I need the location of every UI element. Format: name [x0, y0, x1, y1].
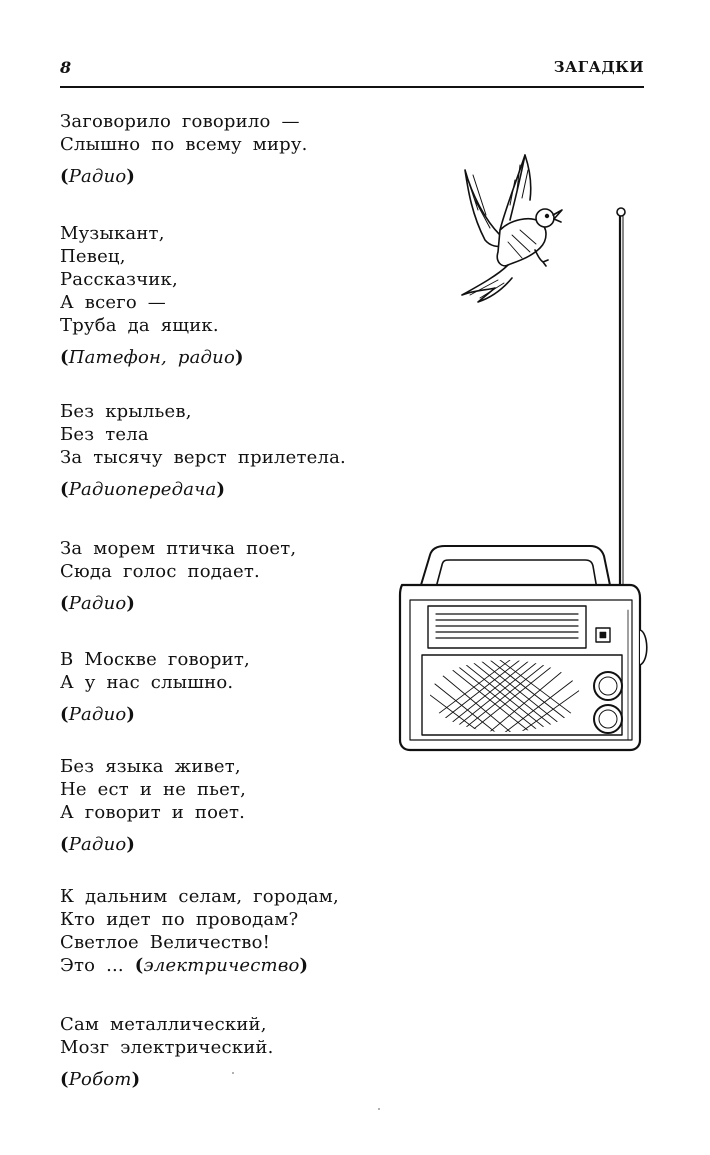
- riddle-answer: (Патефон, радио): [60, 347, 244, 368]
- riddle-answer: (Радио): [60, 593, 136, 614]
- riddle-line: За морем птичка поет,: [60, 538, 297, 559]
- riddle: [60, 885, 420, 977]
- riddle-line: Без тела: [60, 424, 149, 445]
- section-title: ЗАГАДКИ: [553, 58, 644, 76]
- riddle-line: Это ... (электричество): [60, 955, 309, 976]
- riddle-answer: (Радио): [60, 704, 136, 725]
- riddle: [60, 648, 420, 726]
- riddle-line: Без языка живет,: [60, 756, 241, 777]
- riddle-line: Певец,: [60, 246, 126, 267]
- illustration: [380, 140, 680, 780]
- riddle-answer: (Робот): [60, 1069, 141, 1090]
- page-number: 8: [60, 58, 72, 77]
- riddle-line: Без крыльев,: [60, 401, 192, 422]
- radio-icon: [400, 208, 647, 750]
- riddle-line: Светлое Величество!: [60, 932, 271, 953]
- print-speck: [232, 1072, 234, 1074]
- print-speck: [378, 1108, 380, 1110]
- riddle-line: Рассказчик,: [60, 269, 178, 290]
- riddle: [60, 537, 420, 615]
- riddle-answer: (Радиопередача): [60, 479, 226, 500]
- riddle-line: Не ест и не пьет,: [60, 779, 247, 800]
- riddle-line: Труба да ящик.: [60, 315, 219, 336]
- riddle: [60, 222, 420, 369]
- riddle-line: Музыкант,: [60, 223, 165, 244]
- riddle-line: Слышно по всему миру.: [60, 134, 308, 155]
- page-header: [60, 58, 644, 88]
- riddle-answer: электричество: [143, 955, 300, 976]
- riddle-line: Сюда голос подает.: [60, 561, 260, 582]
- riddle-line: За тысячу верст прилетела.: [60, 447, 346, 468]
- riddle-line: В Москве говорит,: [60, 649, 250, 670]
- riddle: [60, 400, 420, 501]
- riddle-line: К дальним селам, городам,: [60, 886, 339, 907]
- riddle-answer: (Радио): [60, 834, 136, 855]
- riddle: [60, 755, 420, 856]
- riddle-answer: (Радио): [60, 166, 136, 187]
- riddle-line: Кто идет по проводам?: [60, 909, 299, 930]
- riddle-line: Мозг электрический.: [60, 1037, 274, 1058]
- riddle: [60, 110, 420, 188]
- riddle-line: А всего —: [60, 292, 167, 313]
- riddle-line: А говорит и поет.: [60, 802, 246, 823]
- riddle: [60, 1013, 420, 1091]
- riddle-line: Сам металлический,: [60, 1014, 267, 1035]
- bird-icon: [462, 155, 562, 302]
- riddle-line: Заговорило говорило —: [60, 111, 300, 132]
- riddle-line-prefix: Это ...: [60, 955, 124, 976]
- riddle-line: А у нас слышно.: [60, 672, 234, 693]
